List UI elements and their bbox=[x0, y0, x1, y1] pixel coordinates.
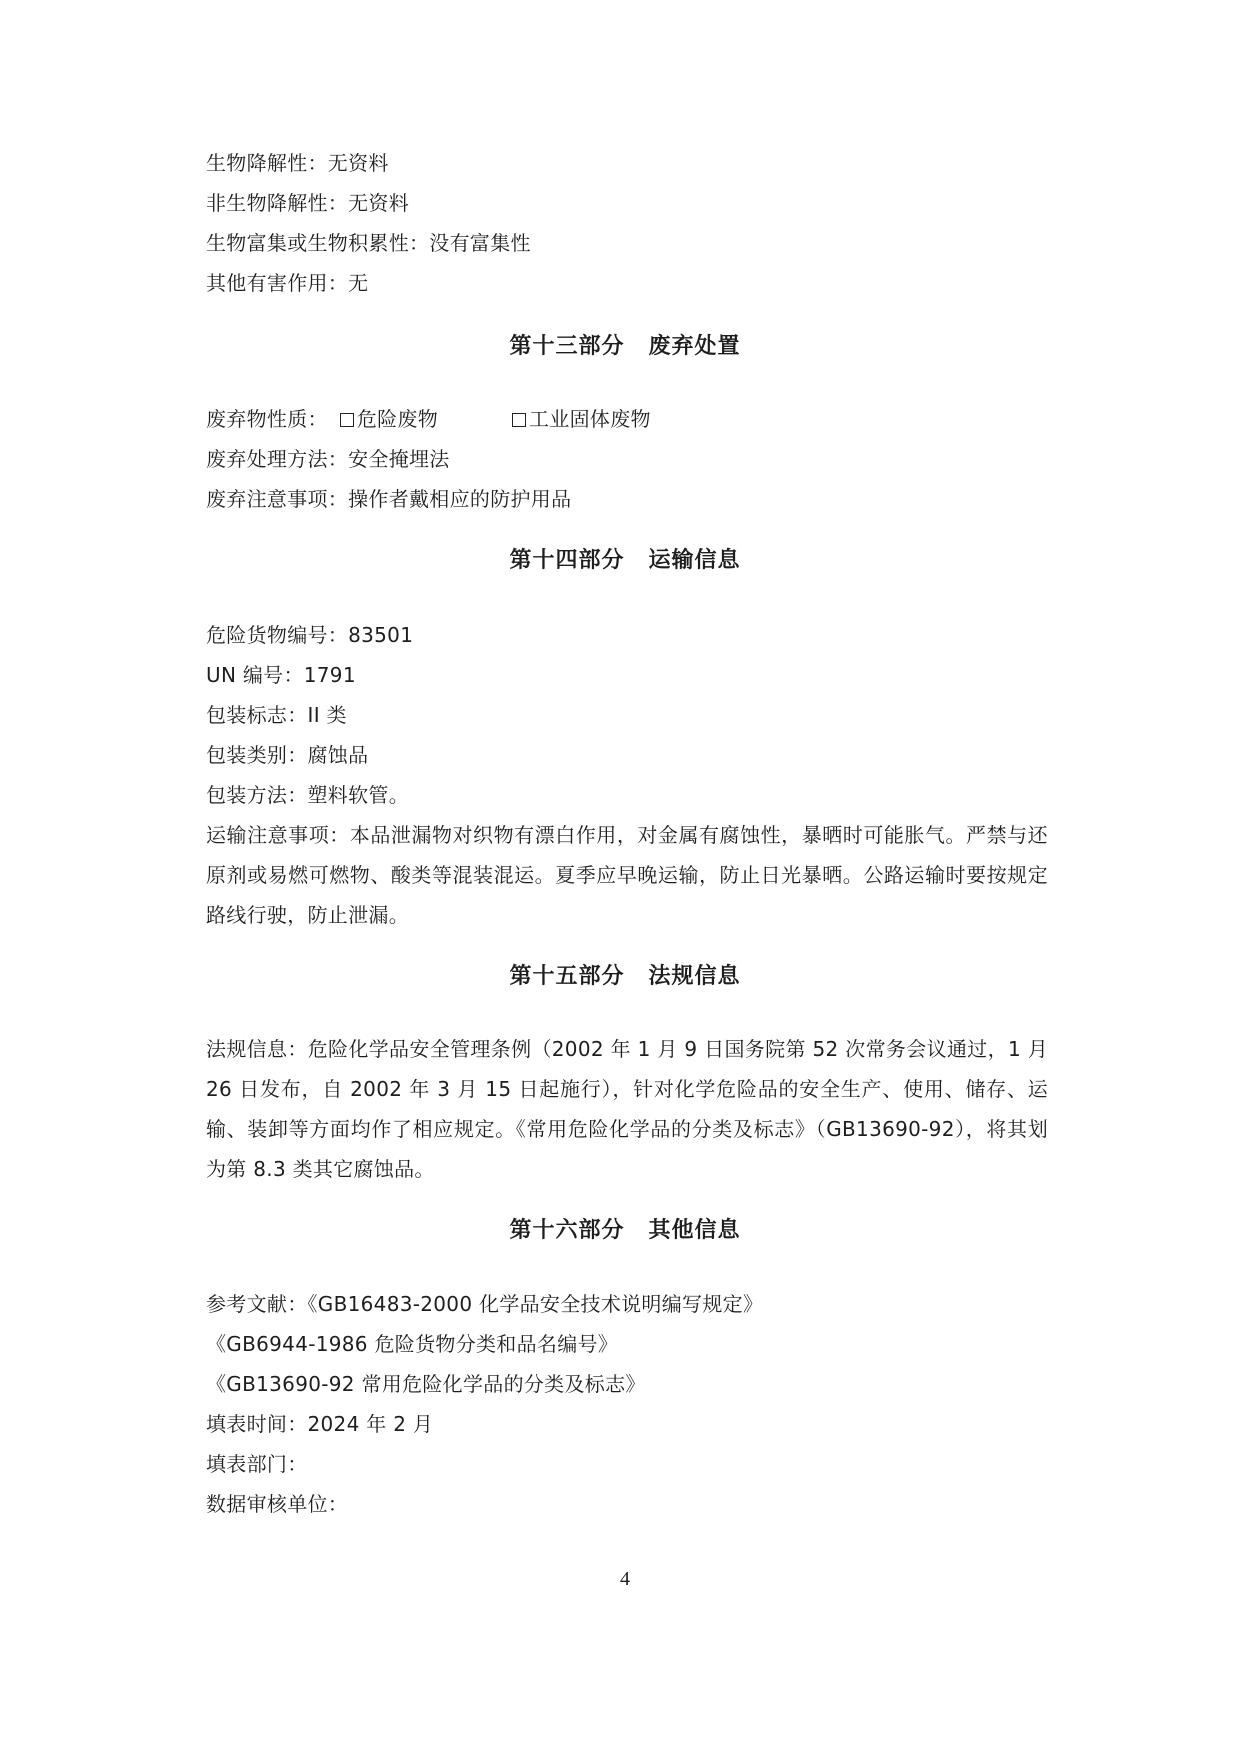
waste-nature-label: 废弃物性质： bbox=[206, 407, 328, 431]
section-15-number: 第十五部分 bbox=[509, 964, 625, 989]
section-13-number: 第十三部分 bbox=[509, 334, 625, 359]
section-16-heading bbox=[0, 1217, 1240, 1245]
section-14-title: 运输信息 bbox=[648, 548, 741, 573]
section-15-heading bbox=[0, 963, 1240, 991]
industrial-waste-option-label: 工业固体废物 bbox=[529, 407, 651, 431]
section-13-heading bbox=[0, 333, 1240, 361]
hazardous-waste-checkbox[interactable] bbox=[340, 413, 354, 427]
fill-department-line: 填表部门： bbox=[206, 1452, 308, 1476]
disposal-method-line: 废弃处理方法：安全掩埋法 bbox=[206, 447, 450, 471]
section-15-title: 法规信息 bbox=[648, 964, 741, 989]
references-line-1: 参考文献：《GB16483-2000 化学品安全技术说明编写规定》 bbox=[206, 1292, 764, 1316]
transport-notes-paragraph: 运输注意事项：本品泄漏物对织物有漂白作用，对金属有腐蚀性，暴晒时可能胀气。严禁与还原剂或易燃可燃物、酸类等混装混运。夏季应早晚运输，防止日光暴晒。公路运输时要按规定路线行驶，防止泄漏。 bbox=[206, 823, 1048, 927]
package-method-line: 包装方法：塑料软管。 bbox=[206, 783, 409, 807]
review-unit-line: 数据审核单位： bbox=[206, 1492, 349, 1516]
page-number: 4 bbox=[620, 1568, 630, 1590]
disposal-notes-line: 废弃注意事项：操作者戴相应的防护用品 bbox=[206, 487, 572, 511]
section-16-number: 第十六部分 bbox=[509, 1218, 625, 1243]
un-number-line: UN 编号：1791 bbox=[206, 663, 356, 687]
section-16-title: 其他信息 bbox=[648, 1218, 741, 1243]
bioaccumulation-line: 生物富集或生物积累性：没有富集性 bbox=[206, 231, 531, 255]
references-line-2: 《GB6944-1986 危险货物分类和品名编号》 bbox=[206, 1332, 619, 1356]
fill-date-line: 填表时间：2024 年 2 月 bbox=[206, 1412, 434, 1436]
package-mark-line: 包装标志：II 类 bbox=[206, 703, 347, 727]
other-effects-line: 其他有害作用：无 bbox=[206, 271, 369, 295]
dangerous-goods-number-line: 危险货物编号：83501 bbox=[206, 623, 414, 647]
regulation-paragraph: 法规信息：危险化学品安全管理条例（2002 年 1 月 9 日国务院第 52 次常务会议通过，1 月 26 日发布，自 2002 年 3 月 15 日起施行），针对化学危险品的安全生产、使用、储存、运输、装卸等方面均作了相应规定。《常用危险化学品的分类及标志》（GB13690-92），将其划为第 8.3 类其它腐蚀品。 bbox=[206, 1037, 1048, 1181]
industrial-waste-checkbox[interactable] bbox=[512, 413, 526, 427]
non-biodegradability-line: 非生物降解性：无资料 bbox=[206, 191, 409, 215]
section-14-number: 第十四部分 bbox=[509, 548, 625, 573]
section-14-heading bbox=[0, 547, 1240, 575]
references-line-3: 《GB13690-92 常用危险化学品的分类及标志》 bbox=[206, 1372, 646, 1396]
section-13-title: 废弃处置 bbox=[648, 334, 741, 359]
hazardous-waste-option-label: 危险废物 bbox=[356, 407, 439, 431]
waste-nature-line bbox=[206, 406, 651, 432]
package-category-line: 包装类别：腐蚀品 bbox=[206, 743, 369, 767]
biodegradability-line: 生物降解性：无资料 bbox=[206, 151, 389, 175]
